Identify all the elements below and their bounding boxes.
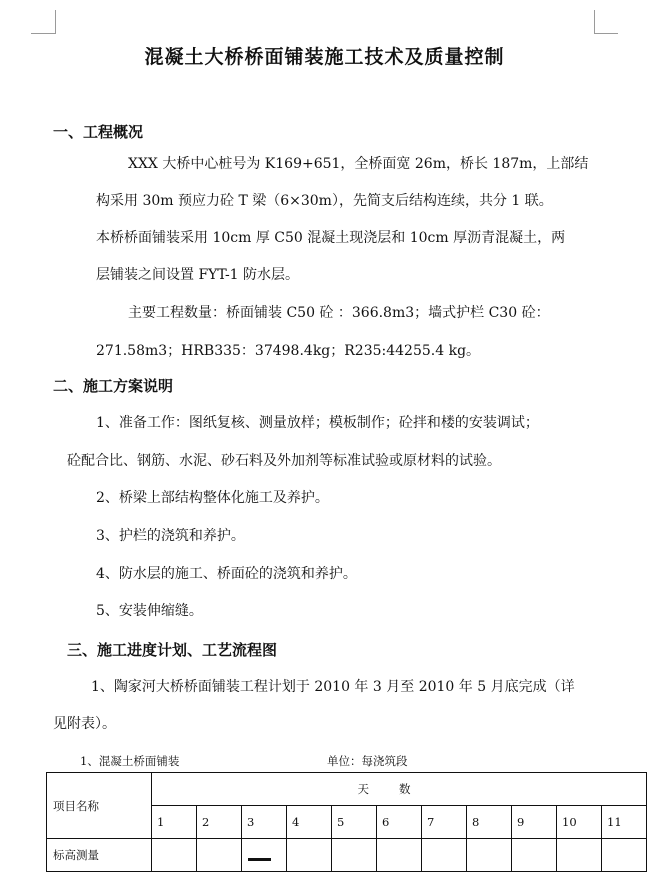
paragraph-line: 砼配合比、钢筋、水泥、砂石料及外加剂等标准试验或原材料的试验。 xyxy=(67,453,501,469)
section-heading-1: 一、工程概况 xyxy=(53,123,144,141)
schedule-cell xyxy=(557,839,602,872)
document-title: 混凝土大桥桥面铺装施工技术及质量控制 xyxy=(144,46,505,68)
day-cell: 1 xyxy=(152,806,197,839)
row-label: 标高测量 xyxy=(47,839,152,872)
schedule-cell xyxy=(197,839,242,872)
days-header: 天数 xyxy=(152,773,647,806)
item-name-header: 项目名称 xyxy=(47,773,152,839)
day-cell: 2 xyxy=(197,806,242,839)
schedule-cell xyxy=(602,839,647,872)
crop-mark-top-left xyxy=(31,33,55,34)
schedule-cell xyxy=(152,839,197,872)
paragraph-line: 层铺装之间设置 FYT-1 防水层。 xyxy=(96,267,300,283)
day-cell: 6 xyxy=(377,806,422,839)
table-caption: 1、混凝土桥面铺装 xyxy=(80,754,180,768)
table-row xyxy=(47,839,647,872)
paragraph-line: 1、陶家河大桥桥面铺装工程计划于 2010 年 3 月至 2010 年 5 月底完成（详 xyxy=(91,679,575,695)
crop-mark-top-right xyxy=(594,33,618,34)
paragraph-line: 4、防水层的施工、桥面砼的浇筑和养护。 xyxy=(96,566,357,582)
schedule-cell xyxy=(332,839,377,872)
schedule-cell xyxy=(242,839,287,872)
day-cell: 10 xyxy=(557,806,602,839)
section-heading-3: 三、施工进度计划、工艺流程图 xyxy=(67,641,278,659)
day-cell: 8 xyxy=(467,806,512,839)
paragraph-line: XXX 大桥中心桩号为 K169+651，全桥面宽 26m，桥长 187m，上部结 xyxy=(128,156,589,172)
paragraph-line: 271.58m3；HRB335：37498.4kg；R235:44255.4 kg。 xyxy=(96,343,481,359)
schedule-cell xyxy=(422,839,467,872)
paragraph-line: 见附表）。 xyxy=(53,716,116,732)
schedule-table xyxy=(46,772,647,872)
day-cell: 9 xyxy=(512,806,557,839)
paragraph-line: 构采用 30m 预应力砼 T 梁（6×30m），先简支后结构连续，共分 1 联。 xyxy=(96,193,553,209)
paragraph-line: 1、准备工作：图纸复核、测量放样；模板制作；砼拌和楼的安装调试； xyxy=(96,415,539,431)
schedule-cell xyxy=(467,839,512,872)
paragraph-line: 5、安装伸缩缝。 xyxy=(96,603,203,619)
day-cell: 7 xyxy=(422,806,467,839)
paragraph-line: 2、桥梁上部结构整体化施工及养护。 xyxy=(96,490,329,506)
day-cell: 4 xyxy=(287,806,332,839)
section-heading-2: 二、施工方案说明 xyxy=(53,377,174,395)
schedule-cell xyxy=(512,839,557,872)
day-cell: 3 xyxy=(242,806,287,839)
day-cell: 5 xyxy=(332,806,377,839)
paragraph-line: 本桥桥面铺装采用 10cm 厚 C50 混凝土现浇层和 10cm 厚沥青混凝土，两 xyxy=(96,230,566,246)
crop-mark-top-right-vertical xyxy=(594,10,595,34)
crop-mark-top-left-vertical xyxy=(55,10,56,34)
day-cell: 11 xyxy=(602,806,647,839)
paragraph-line: 主要工程数量：桥面铺装 C50 砼 ：366.8m3；墙式护栏 C30 砼： xyxy=(128,305,550,321)
paragraph-line: 3、护栏的浇筑和养护。 xyxy=(96,528,245,544)
schedule-cell xyxy=(287,839,332,872)
schedule-cell xyxy=(377,839,422,872)
table-unit: 单位：每浇筑段 xyxy=(327,754,408,768)
schedule-bar xyxy=(248,858,271,861)
